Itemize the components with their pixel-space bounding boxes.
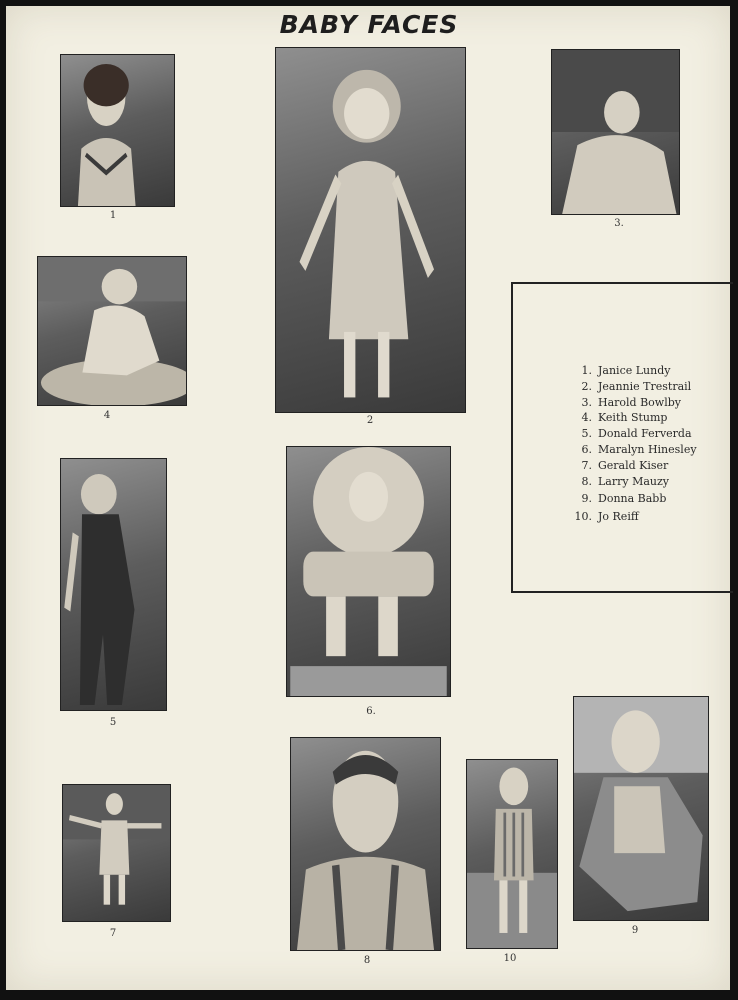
baby-photo-10 bbox=[466, 759, 558, 949]
baby-photo-8 bbox=[290, 737, 441, 951]
baby-photo-3 bbox=[551, 49, 680, 215]
photo-caption-3: 3. bbox=[614, 218, 624, 229]
name-row: 8. Larry Mauzy bbox=[581, 474, 670, 488]
name-row: 9. Donna Babb bbox=[581, 492, 667, 506]
name-row: 10. Jo Reiff bbox=[574, 510, 639, 524]
baby-photo-4 bbox=[37, 256, 187, 406]
names-list bbox=[566, 363, 697, 525]
name-row: 3. Harold Bowlby bbox=[581, 395, 681, 409]
photo-caption-1: 1 bbox=[109, 210, 117, 221]
page-title: BABY FACES bbox=[279, 10, 459, 39]
baby-photo-9 bbox=[573, 696, 709, 921]
name-row: 2. Jeannie Trestrail bbox=[581, 379, 692, 393]
photo-caption-9: 9 bbox=[631, 925, 639, 936]
photo-caption-2: 2 bbox=[366, 415, 374, 426]
photo-caption-7: 7 bbox=[109, 928, 117, 939]
baby-photo-5 bbox=[60, 458, 167, 711]
photo-caption-8: 8 bbox=[363, 955, 371, 966]
baby-photo-2 bbox=[275, 47, 466, 413]
name-row: 6. Maralyn Hinesley bbox=[581, 442, 697, 456]
baby-photo-6 bbox=[286, 446, 451, 697]
baby-photo-1 bbox=[60, 54, 175, 207]
photo-caption-4: 4 bbox=[103, 410, 111, 421]
name-row: 4. Keith Stump bbox=[581, 411, 668, 425]
baby-photo-7 bbox=[62, 784, 171, 922]
photo-caption-10: 10 bbox=[503, 953, 517, 964]
name-row: 5. Donald Ferverda bbox=[581, 427, 692, 441]
name-row: 7. Gerald Kiser bbox=[581, 458, 669, 472]
photo-caption-5: 5 bbox=[109, 717, 117, 728]
photo-caption-6: 6. bbox=[366, 706, 376, 717]
name-row: 1. Janice Lundy bbox=[581, 364, 671, 377]
